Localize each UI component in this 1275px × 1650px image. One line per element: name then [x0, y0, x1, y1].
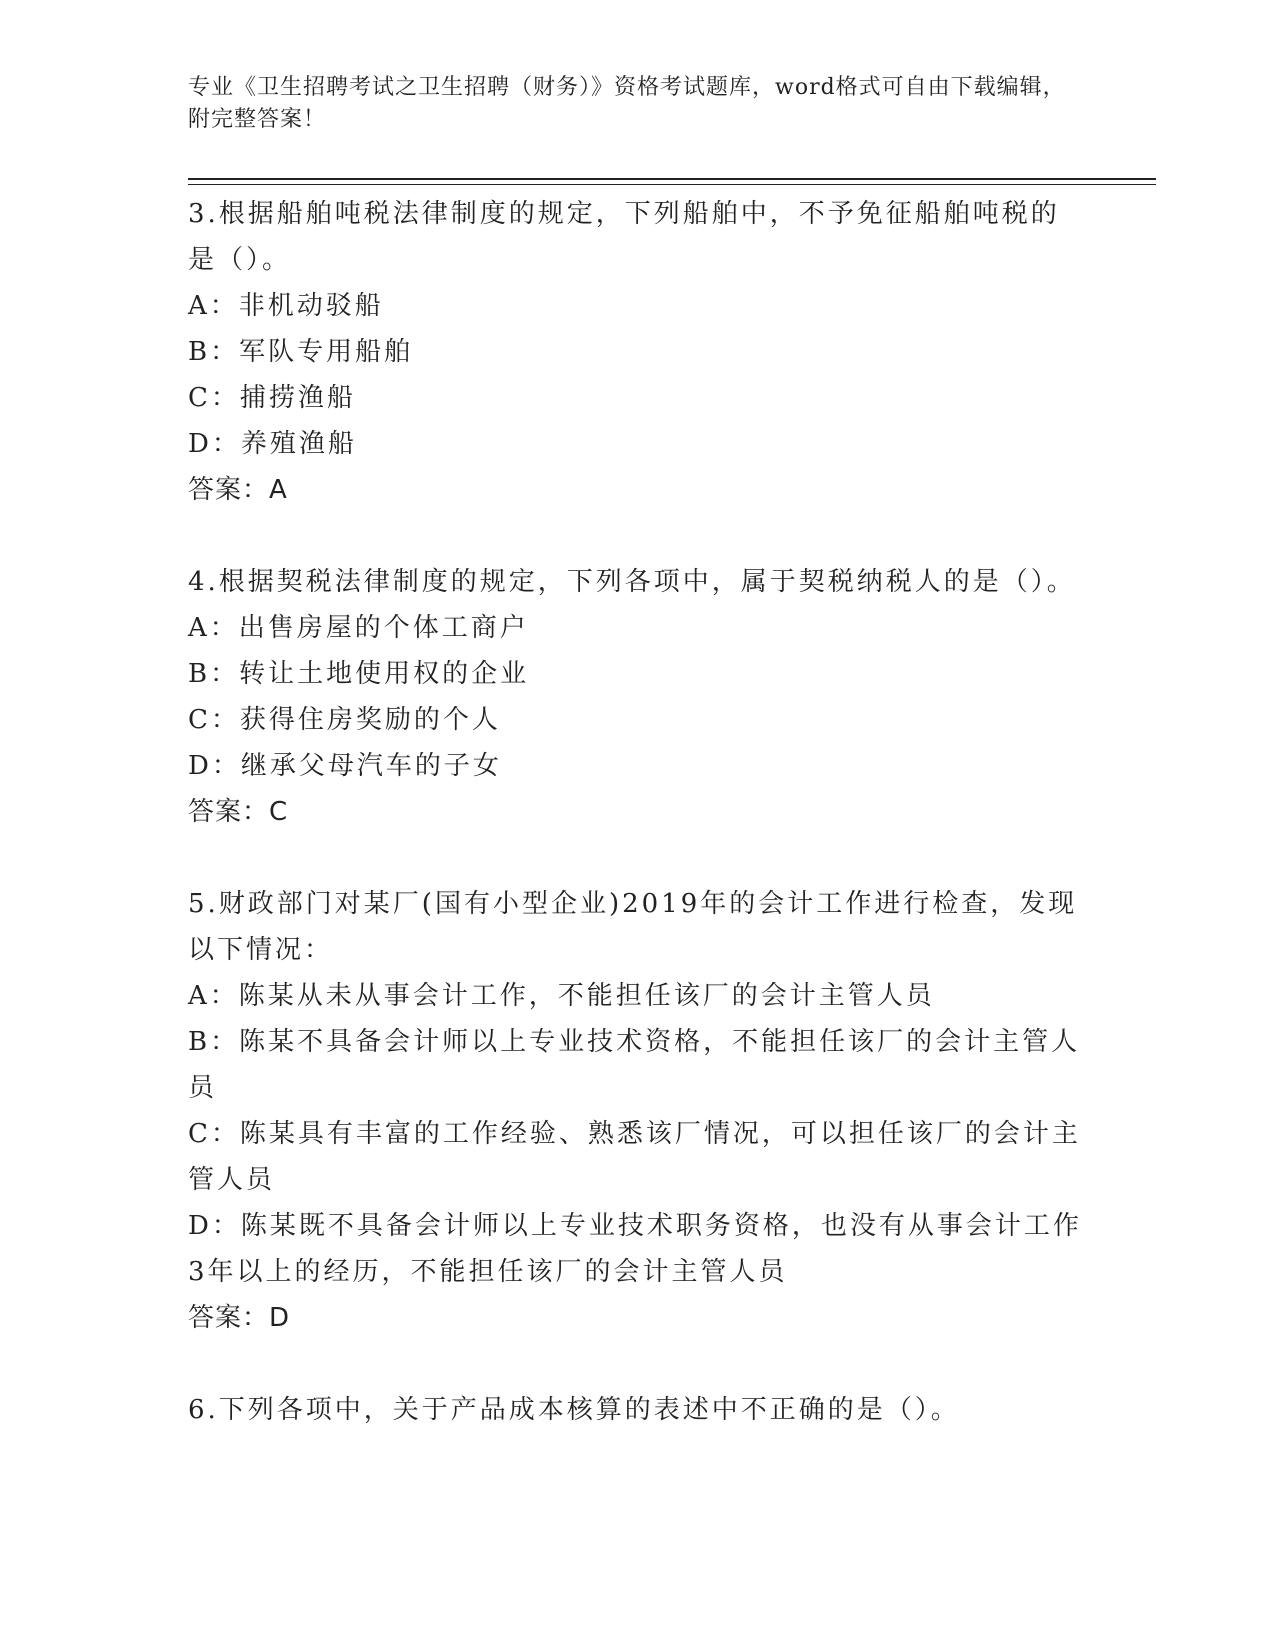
document-header: 专业《卫生招聘考试之卫生招聘（财务）》资格考试题库，word格式可自由下载编辑，附完整答案！ [188, 75, 1066, 132]
option-d: D：继承父母汽车的子女 [188, 751, 502, 781]
option-c: C：陈某具有丰富的工作经验、熟悉该厂情况，可以担任该厂的会计主管人员 [188, 1119, 1081, 1195]
option-a: A：陈某从未从事会计工作，不能担任该厂的会计主管人员 [188, 981, 935, 1011]
option-d: D：陈某既不具备会计师以上专业技术职务资格，也没有从事会计工作3年以上的经历，不能担任该厂的会计主管人员 [188, 1211, 1082, 1287]
question-6 [188, 1387, 1088, 1433]
answer-line: 答案：A [188, 475, 288, 505]
option-a: A：非机动驳船 [188, 291, 384, 321]
header-divider-thick [188, 178, 1156, 180]
header-divider-thin [188, 184, 1156, 185]
question-list [188, 191, 1088, 1479]
question-stem: 4.根据契税法律制度的规定，下列各项中，属于契税纳税人的是（）。 [188, 567, 1076, 597]
question-stem: 6.下列各项中，关于产品成本核算的表述中不正确的是（）。 [188, 1395, 960, 1425]
option-c: C：捕捞渔船 [188, 383, 356, 413]
question-stem: 5.财政部门对某厂(国有小型企业)2019年的会计工作进行检查，发现以下情况： [188, 889, 1078, 965]
question-3 [188, 191, 1088, 513]
option-b: B：陈某不具备会计师以上专业技术资格，不能担任该厂的会计主管人员 [188, 1027, 1081, 1103]
option-b: B：转让土地使用权的企业 [188, 659, 530, 689]
answer-line: 答案：D [188, 1303, 291, 1333]
question-4 [188, 559, 1088, 835]
question-5 [188, 881, 1088, 1341]
option-b: B：军队专用船舶 [188, 337, 414, 367]
answer-line: 答案：C [188, 797, 289, 827]
option-d: D：养殖渔船 [188, 429, 357, 459]
option-c: C：获得住房奖励的个人 [188, 705, 501, 735]
option-a: A：出售房屋的个体工商户 [188, 613, 529, 643]
question-stem: 3.根据船舶吨税法律制度的规定，下列船舶中，不予免征船舶吨税的是（）。 [188, 199, 1060, 275]
